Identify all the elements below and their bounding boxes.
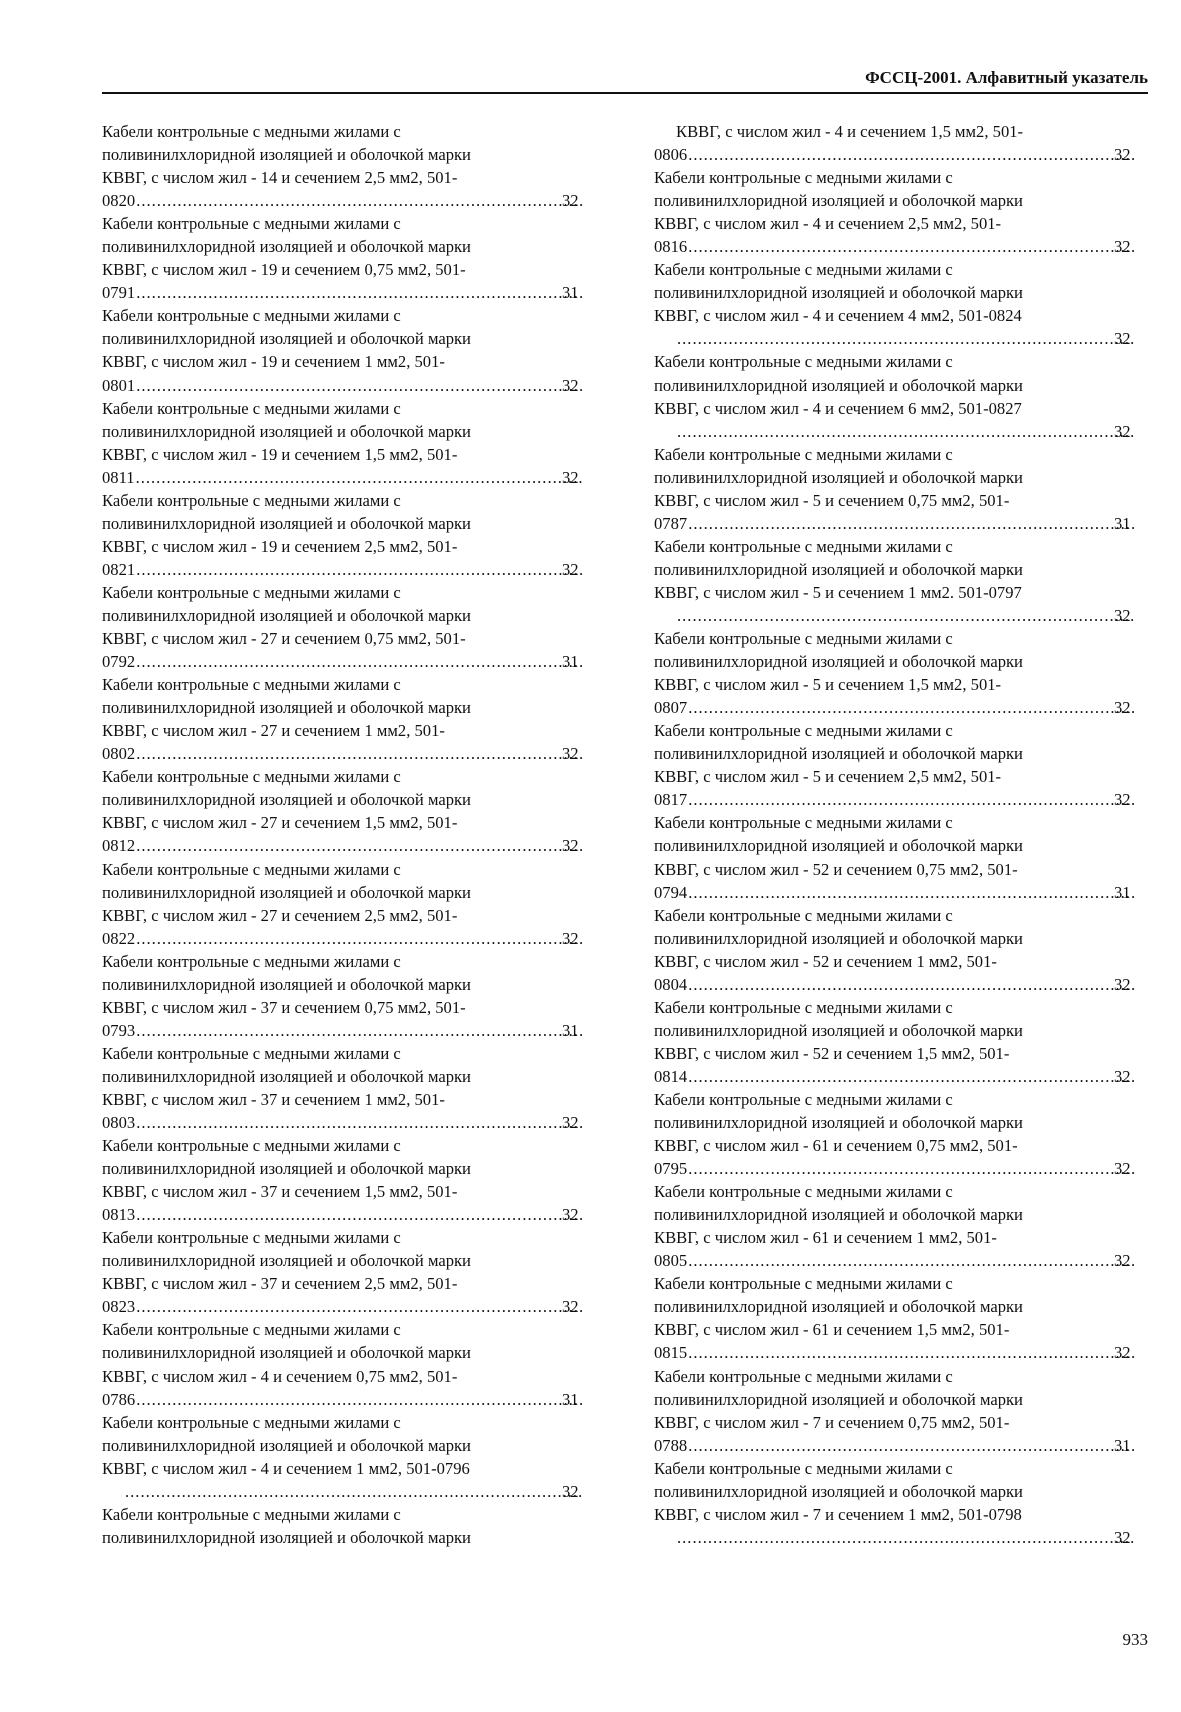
entry-text-line: поливинилхлоридной изоляцией и оболочкой марки [102,974,471,994]
index-entry [654,996,1136,1088]
index-entry [654,1272,1136,1364]
entry-text-line: поливинилхлоридной изоляцией и оболочкой марки [654,1389,1023,1409]
index-entry [654,627,1136,719]
dot-leader [125,1480,583,1503]
entry-text-line: КВВГ, с числом жил - 4 и сечением 0,75 мм2, 501- [102,1366,458,1386]
entry-text-line: поливинилхлоридной изоляцией и оболочкой марки [654,1481,1023,1501]
entry-code: 0805 [654,1251,688,1271]
index-entry [654,258,1136,350]
entry-text-line: КВВГ, с числом жил - 19 и сечением 2,5 мм2, 501- [102,536,458,556]
entry-text-line: поливинилхлоридной изоляцией и оболочкой марки [654,191,1023,211]
index-entry [654,1088,1136,1180]
entry-code: 0791 [102,283,136,303]
entry-text-line: Кабели контрольные с медными жилами с [654,997,953,1017]
entry-text-line: КВВГ, с числом жил - 14 и сечением 2,5 мм2, 501- [102,168,458,188]
entry-text-line: Кабели контрольные с медными жилами с [654,1458,953,1478]
index-entry [102,304,584,396]
entry-text-line: Кабели контрольные с медными жилами с [654,1366,953,1386]
header-rule [102,92,1148,94]
entry-text-line: КВВГ, с числом жил - 27 и сечением 1 мм2, 501- [102,721,445,741]
dot-leader [688,696,1135,719]
entry-text-line: поливинилхлоридной изоляцией и оболочкой марки [102,1527,471,1547]
entry-text-line: КВВГ, с числом жил - 52 и сечением 0,75 мм2, 501- [654,859,1018,879]
entry-text-line: Кабели контрольные с медными жилами с [102,767,401,787]
entry-text-line: Кабели контрольные с медными жилами с [654,352,953,372]
entry-code: 0804 [654,974,688,994]
dot-leader [136,1111,583,1134]
entry-leader-line: 0806 ..... 32 [676,143,1136,166]
entry-leader-line: ..... 32 [676,327,1136,350]
entry-text-line: поливинилхлоридной изоляцией и оболочкой марки [102,790,471,810]
index-entry [102,858,584,950]
entry-code: 0817 [654,790,688,810]
entry-text-line: КВВГ, с числом жил - 19 и сечением 1,5 мм2, 501- [102,444,458,464]
dot-leader [688,235,1135,258]
entry-code: 0814 [654,1066,688,1086]
entry-text-line: поливинилхлоридной изоляцией и оболочкой марки [654,1205,1023,1225]
entry-leader-line: 0822 ..... 32 [124,927,584,950]
dot-leader [136,834,583,857]
entry-text-line: Кабели контрольные с медными жилами с [102,1136,401,1156]
entry-text-line: поливинилхлоридной изоляцией и оболочкой марки [654,928,1023,948]
entry-text-line: КВВГ, с числом жил - 37 и сечением 1 мм2, 501- [102,1089,445,1109]
entry-text-line: КВВГ, с числом жил - 61 и сечением 0,75 мм2, 501- [654,1136,1018,1156]
dot-leader [677,327,1135,350]
index-entry [102,212,584,304]
entry-text-line: Кабели контрольные с медными жилами с [102,398,401,418]
entry-code: 0787 [654,513,688,533]
entry-text-line: поливинилхлоридной изоляцией и оболочкой марки [654,559,1023,579]
entry-code: 0822 [102,928,136,948]
entry-text-line: КВВГ, с числом жил - 4 и сечением 6 мм2, 501-0827 [654,398,1022,418]
dot-leader [136,558,583,581]
entry-text-line: поливинилхлоридной изоляцией и оболочкой марки [654,1297,1023,1317]
index-entry [654,120,1136,166]
entry-leader-line: 0795 ..... 32 [676,1157,1136,1180]
entry-text-line: КВВГ, с числом жил - 19 и сечением 0,75 мм2, 501- [102,260,466,280]
entry-text-line: поливинилхлоридной изоляцией и оболочкой марки [654,283,1023,303]
entry-text-line: поливинилхлоридной изоляцией и оболочкой марки [654,744,1023,764]
entry-text-line: поливинилхлоридной изоляцией и оболочкой марки [102,698,471,718]
entry-leader-line: 0792 ..... 31 [124,650,584,673]
entry-text-line: Кабели контрольные с медными жилами с [102,1504,401,1524]
index-entry [102,950,584,1042]
entry-leader-line: ..... 32 [676,1526,1136,1549]
entry-leader-line: 0786 ..... 31 [124,1388,584,1411]
entry-code: 0801 [102,375,136,395]
entry-leader-line: 0814 ..... 32 [676,1065,1136,1088]
entry-code: 0802 [102,744,136,764]
entry-text-line: поливинилхлоридной изоляцией и оболочкой марки [102,1435,471,1455]
index-entry [654,811,1136,903]
entry-text-line: поливинилхлоридной изоляцией и оболочкой марки [654,467,1023,487]
dot-leader [677,1526,1135,1549]
entry-text-line: Кабели контрольные с медными жилами с [102,1320,401,1340]
dot-leader [136,281,583,304]
entry-text-line: КВВГ, с числом жил - 7 и сечением 1 мм2, 501-0798 [654,1504,1022,1524]
entry-text-line: Кабели контрольные с медными жилами с [102,675,401,695]
entry-text-line: КВВГ, с числом жил - 52 и сечением 1 мм2, 501- [654,951,997,971]
dot-leader [688,1341,1135,1364]
entry-text-line: Кабели контрольные с медными жилами с [654,536,953,556]
entry-code: 0811 [102,467,135,487]
entry-text-line: КВВГ, с числом жил - 27 и сечением 1,5 мм2, 501- [102,813,458,833]
index-entry [654,719,1136,811]
entry-leader-line: 0811 ..... 32 [124,466,584,489]
entry-text-line: КВВГ, с числом жил - 5 и сечением 1,5 мм2, 501- [654,675,1002,695]
index-entry [654,535,1136,627]
entry-text-line: КВВГ, с числом жил - 61 и сечением 1,5 мм2, 501- [654,1320,1010,1340]
entry-text-line: Кабели контрольные с медными жилами с [654,444,953,464]
entry-leader-line: 0803 ..... 32 [124,1111,584,1134]
entry-text-line: Кабели контрольные с медными жилами с [102,1412,401,1432]
index-entry [654,1457,1136,1549]
index-entry [102,673,584,765]
entry-text-line: поливинилхлоридной изоляцией и оболочкой марки [102,421,471,441]
entry-code: 0815 [654,1343,688,1363]
entry-text-line: Кабели контрольные с медными жилами с [102,1043,401,1063]
dot-leader [688,1434,1135,1457]
entry-text-line: поливинилхлоридной изоляцией и оболочкой марки [102,237,471,257]
entry-text-line: Кабели контрольные с медными жилами с [102,214,401,234]
entry-leader-line: ..... 32 [676,420,1136,443]
entry-text-line: Кабели контрольные с медными жилами с [654,1182,953,1202]
index-entry [102,397,584,489]
entry-text-line: поливинилхлоридной изоляцией и оболочкой марки [654,375,1023,395]
entry-text-line: поливинилхлоридной изоляцией и оболочкой марки [102,1251,471,1271]
entry-text-line: КВВГ, с числом жил - 52 и сечением 1,5 мм2, 501- [654,1043,1010,1063]
entry-leader-line: 0812 ..... 32 [124,834,584,857]
entry-text-line: Кабели контрольные с медными жилами с [102,122,401,141]
entry-text-line: КВВГ, с числом жил - 61 и сечением 1 мм2, 501- [654,1228,997,1248]
entry-text-line: поливинилхлоридной изоляцией и оболочкой марки [654,1113,1023,1133]
entry-leader-line: 0791 ..... 31 [124,281,584,304]
dot-leader [136,927,583,950]
index-entry [102,120,584,212]
entry-leader-line: 0807 ..... 32 [676,696,1136,719]
entry-text-line: поливинилхлоридной изоляцией и оболочкой марки [102,1343,471,1363]
entry-text-line: Кабели контрольные с медными жилами с [654,168,953,188]
index-entry [102,1411,584,1503]
dot-leader [136,1295,583,1318]
index-entry [102,581,584,673]
entry-text-line: КВВГ, с числом жил - 7 и сечением 0,75 мм2, 501- [654,1412,1010,1432]
entry-text-line: Кабели контрольные с медными жилами с [102,1228,401,1248]
entry-leader-line: 0821 ..... 32 [124,558,584,581]
entry-code: 0792 [102,652,136,672]
entry-leader-line: 0815 ..... 32 [676,1341,1136,1364]
entry-leader-line: 0801 ..... 32 [124,374,584,397]
dot-leader [677,604,1135,627]
entry-text-line: КВВГ, с числом жил - 4 и сечением 1 мм2, 501-0796 [102,1458,470,1478]
dot-leader [688,881,1135,904]
dot-leader [688,143,1135,166]
entry-text-line: Кабели контрольные с медными жилами с [654,721,953,741]
entry-code: 0794 [654,882,688,902]
entry-text-line: Кабели контрольные с медными жилами с [654,905,953,925]
dot-leader [688,973,1135,996]
dot-leader [136,1203,583,1226]
entry-text-line: Кабели контрольные с медными жилами с [654,629,953,649]
dot-leader [688,1249,1135,1272]
entry-code: 0812 [102,836,136,856]
index-column-right [654,120,1136,1549]
entry-text-line: поливинилхлоридной изоляцией и оболочкой марки [102,145,471,165]
dot-leader [688,1157,1135,1180]
entry-code: 0813 [102,1205,136,1225]
entry-text-line: КВВГ, с числом жил - 4 и сечением 1,5 мм2, 501- [676,122,1024,141]
entry-leader-line: 0787 ..... 31 [676,512,1136,535]
index-column-left [102,120,584,1549]
entry-code: 0806 [654,145,688,165]
entry-text-line: КВВГ, с числом жил - 5 и сечением 0,75 мм2, 501- [654,490,1010,510]
dot-leader [136,1388,583,1411]
entry-text-line: Кабели контрольные с медными жилами с [102,951,401,971]
entry-text-line: поливинилхлоридной изоляцией и оболочкой марки [102,1066,471,1086]
index-entry [102,1318,584,1410]
entry-leader-line: 0813 ..... 32 [124,1203,584,1226]
entry-text-line: КВВГ, с числом жил - 4 и сечением 2,5 мм2, 501- [654,214,1002,234]
entry-code: 0820 [102,191,136,211]
entry-leader-line: 0805 ..... 32 [676,1249,1136,1272]
entry-code: 0803 [102,1113,136,1133]
dot-leader [688,788,1135,811]
entry-text-line: поливинилхлоридной изоляцией и оболочкой марки [654,652,1023,672]
entry-text-line: поливинилхлоридной изоляцией и оболочкой марки [102,513,471,533]
entry-text-line: поливинилхлоридной изоляцией и оболочкой марки [102,605,471,625]
entry-text-line: Кабели контрольные с медными жилами с [102,582,401,602]
index-entry [102,1226,584,1318]
index-entry [654,1180,1136,1272]
entry-leader-line: 0817 ..... 32 [676,788,1136,811]
entry-text-line: Кабели контрольные с медными жилами с [654,813,953,833]
entry-leader-line: 0804 ..... 32 [676,973,1136,996]
entry-leader-line: ..... 32 [124,1480,584,1503]
entry-text-line: КВВГ, с числом жил - 4 и сечением 4 мм2, 501-0824 [654,306,1022,326]
entry-leader-line: 0788 ..... 31 [676,1434,1136,1457]
entry-leader-line: 0816 ..... 32 [676,235,1136,258]
entry-code: 0816 [654,237,688,257]
index-entry [102,1503,584,1549]
index-entry [654,904,1136,996]
dot-leader [677,420,1135,443]
entry-text-line: КВВГ, с числом жил - 37 и сечением 2,5 мм2, 501- [102,1274,458,1294]
entry-code: 0807 [654,698,688,718]
index-entry [102,489,584,581]
entry-leader-line: ..... 32 [676,604,1136,627]
entry-text-line: КВВГ, с числом жил - 37 и сечением 0,75 мм2, 501- [102,997,466,1017]
entry-text-line: поливинилхлоридной изоляцией и оболочкой марки [102,1159,471,1179]
entry-code: 0823 [102,1297,136,1317]
entry-text-line: Кабели контрольные с медными жилами с [102,859,401,879]
dot-leader [136,374,583,397]
running-header: ФССЦ-2001. Алфавитный указатель [865,68,1148,87]
entry-text-line: КВВГ, с числом жил - 5 и сечением 2,5 мм2, 501- [654,767,1002,787]
index-entry [654,166,1136,258]
index-entry [102,1042,584,1134]
entry-text-line: Кабели контрольные с медными жилами с [102,490,401,510]
dot-leader [688,512,1135,535]
entry-text-line: КВВГ, с числом жил - 27 и сечением 2,5 мм2, 501- [102,905,458,925]
entry-code: 0788 [654,1435,688,1455]
dot-leader [136,650,583,673]
dot-leader [136,742,583,765]
entry-leader-line: 0820 ..... 32 [124,189,584,212]
entry-code: 0793 [102,1020,136,1040]
dot-leader [688,1065,1135,1088]
index-entry [654,443,1136,535]
entry-text-line: Кабели контрольные с медными жилами с [102,306,401,326]
entry-text-line: поливинилхлоридной изоляцией и оболочкой марки [102,882,471,902]
entry-text-line: поливинилхлоридной изоляцией и оболочкой марки [654,1020,1023,1040]
index-entry [102,1134,584,1226]
index-entry [654,350,1136,442]
entry-text-line: Кабели контрольные с медными жилами с [654,260,953,280]
dot-leader [136,466,583,489]
entry-leader-line: 0793 ..... 31 [124,1019,584,1042]
entry-leader-line: 0823 ..... 32 [124,1295,584,1318]
index-entry [654,1365,1136,1457]
entry-text-line: КВВГ, с числом жил - 27 и сечением 0,75 мм2, 501- [102,629,466,649]
dot-leader [136,1019,583,1042]
entry-text-line: КВВГ, с числом жил - 19 и сечением 1 мм2, 501- [102,352,445,372]
entry-text-line: КВВГ, с числом жил - 5 и сечением 1 мм2. 501-0797 [654,582,1022,602]
entry-code: 0795 [654,1159,688,1179]
entry-leader-line: 0794 ..... 31 [676,881,1136,904]
dot-leader [136,189,583,212]
entry-code: 0821 [102,559,136,579]
page-number: 933 [1122,1630,1148,1649]
entry-text-line: поливинилхлоридной изоляцией и оболочкой марки [654,836,1023,856]
entry-text-line: КВВГ, с числом жил - 37 и сечением 1,5 мм2, 501- [102,1182,458,1202]
entry-code: 0786 [102,1389,136,1409]
entry-text-line: Кабели контрольные с медными жилами с [654,1089,953,1109]
entry-text-line: Кабели контрольные с медными жилами с [654,1274,953,1294]
entry-leader-line: 0802 ..... 32 [124,742,584,765]
index-entry [102,765,584,857]
entry-text-line: поливинилхлоридной изоляцией и оболочкой марки [102,329,471,349]
